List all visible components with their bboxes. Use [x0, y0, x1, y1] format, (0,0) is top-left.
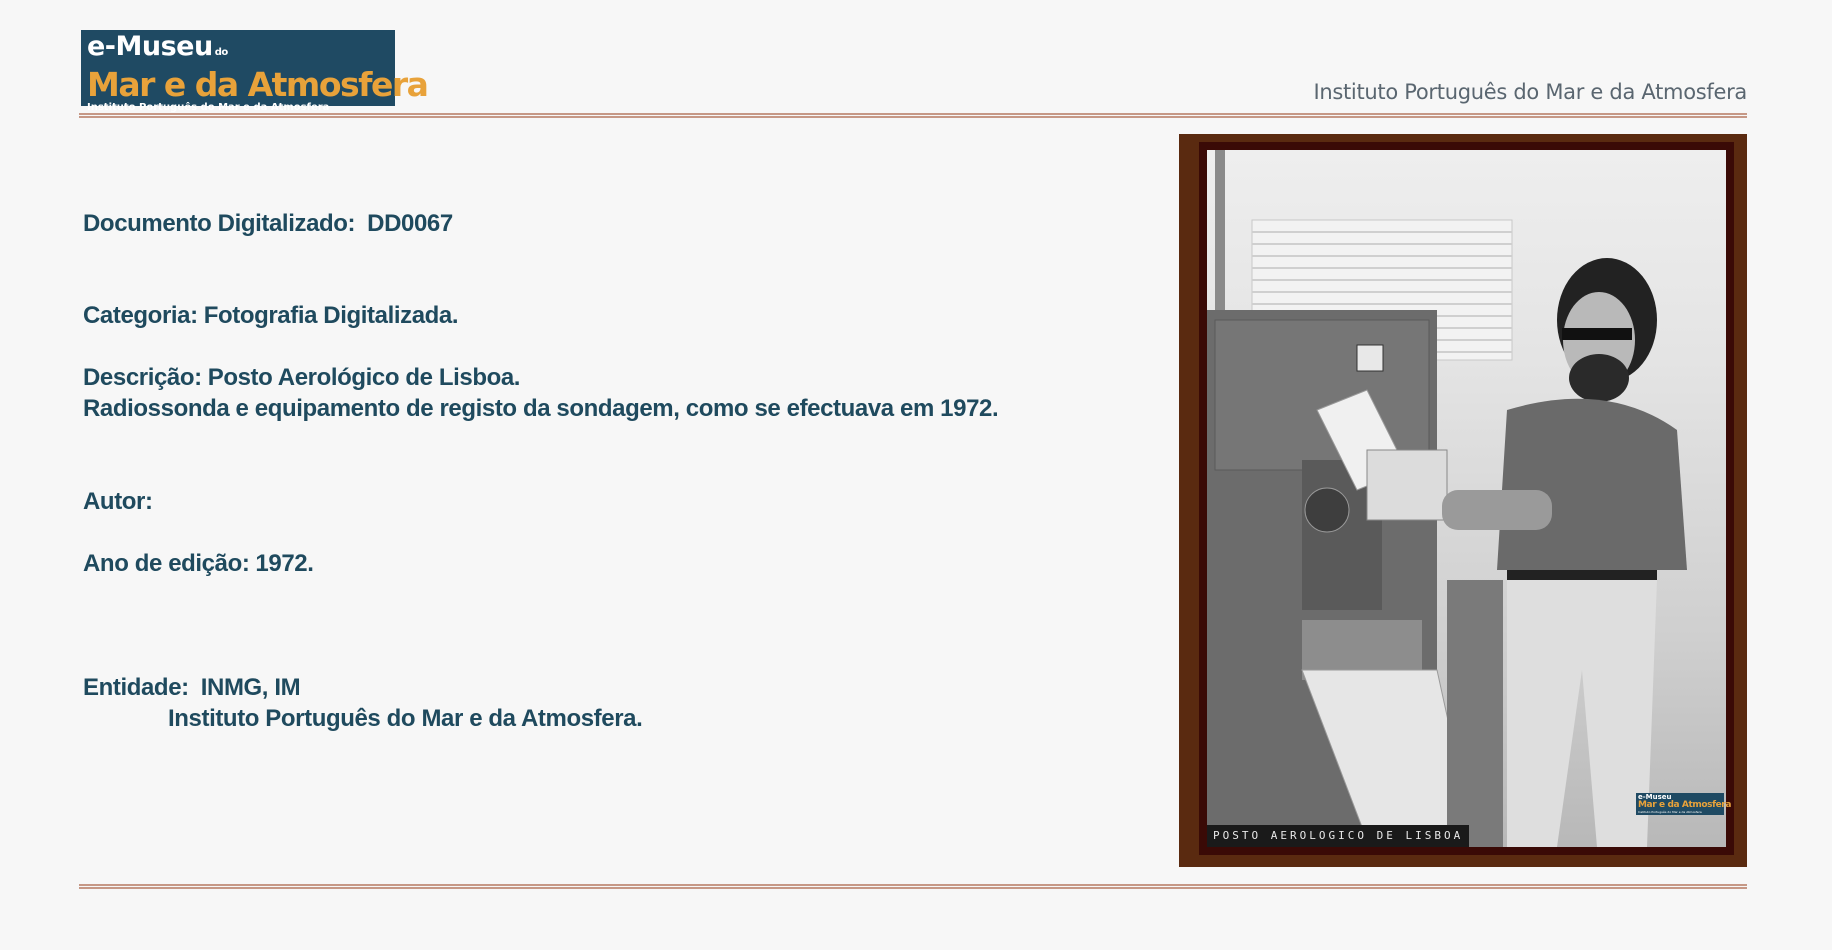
footer-divider: [79, 884, 1747, 890]
category-label: Categoria:: [83, 302, 198, 329]
site-logo[interactable]: [81, 30, 428, 113]
logo-line-1: [87, 32, 389, 68]
entity-value: INMG, IM: [200, 674, 301, 701]
author-row: [83, 488, 159, 516]
watermark-line-1: e-Museu: [1638, 793, 1672, 801]
photo-illustration: [1207, 150, 1732, 847]
logo-do: do: [214, 47, 228, 58]
description-row: [83, 364, 520, 392]
author-label: Autor:: [83, 488, 153, 515]
description-line-2: Radiossonda e equipamento de registo da sondagem, como se efectuava em 1972.: [83, 395, 999, 422]
year-value: 1972.: [255, 550, 314, 577]
document-id-row: [83, 210, 453, 238]
year-row: [83, 550, 313, 578]
entity-label: Entidade:: [83, 674, 189, 701]
document-id-value: DD0067: [367, 210, 453, 237]
category-row: [83, 302, 458, 330]
header-divider: [79, 113, 1747, 119]
logo-line-2: Mar e da Atmosfera: [87, 65, 428, 104]
watermark-line-3: Instituto Português do Mar e da Atmosfera: [1638, 810, 1702, 814]
year-label: Ano de edição:: [83, 550, 250, 577]
logo-line-3: Instituto Português do Mar e da Atmosfera: [87, 102, 330, 113]
category-value: Fotografia Digitalizada.: [203, 302, 459, 329]
entity-line-2: Instituto Português do Mar e da Atmosfera.: [168, 705, 643, 732]
logo-emuseu: e-Museu: [87, 31, 213, 62]
photo-frame: [1179, 134, 1747, 867]
photo-caption: POSTO AEROLOGICO DE LISBOA: [1207, 825, 1469, 847]
photo-watermark-logo: [1636, 793, 1732, 815]
watermark-line-2: Mar e da Atmosfera: [1638, 800, 1732, 810]
document-photo[interactable]: [1207, 150, 1732, 847]
document-id-label: Documento Digitalizado:: [83, 210, 356, 237]
entity-row: [83, 674, 300, 702]
photo-mat: [1199, 142, 1734, 855]
description-value: Posto Aerológico de Lisboa.: [207, 364, 521, 391]
header-institution: Instituto Português do Mar e da Atmosfera: [1313, 80, 1747, 104]
description-label: Descrição:: [83, 364, 202, 391]
